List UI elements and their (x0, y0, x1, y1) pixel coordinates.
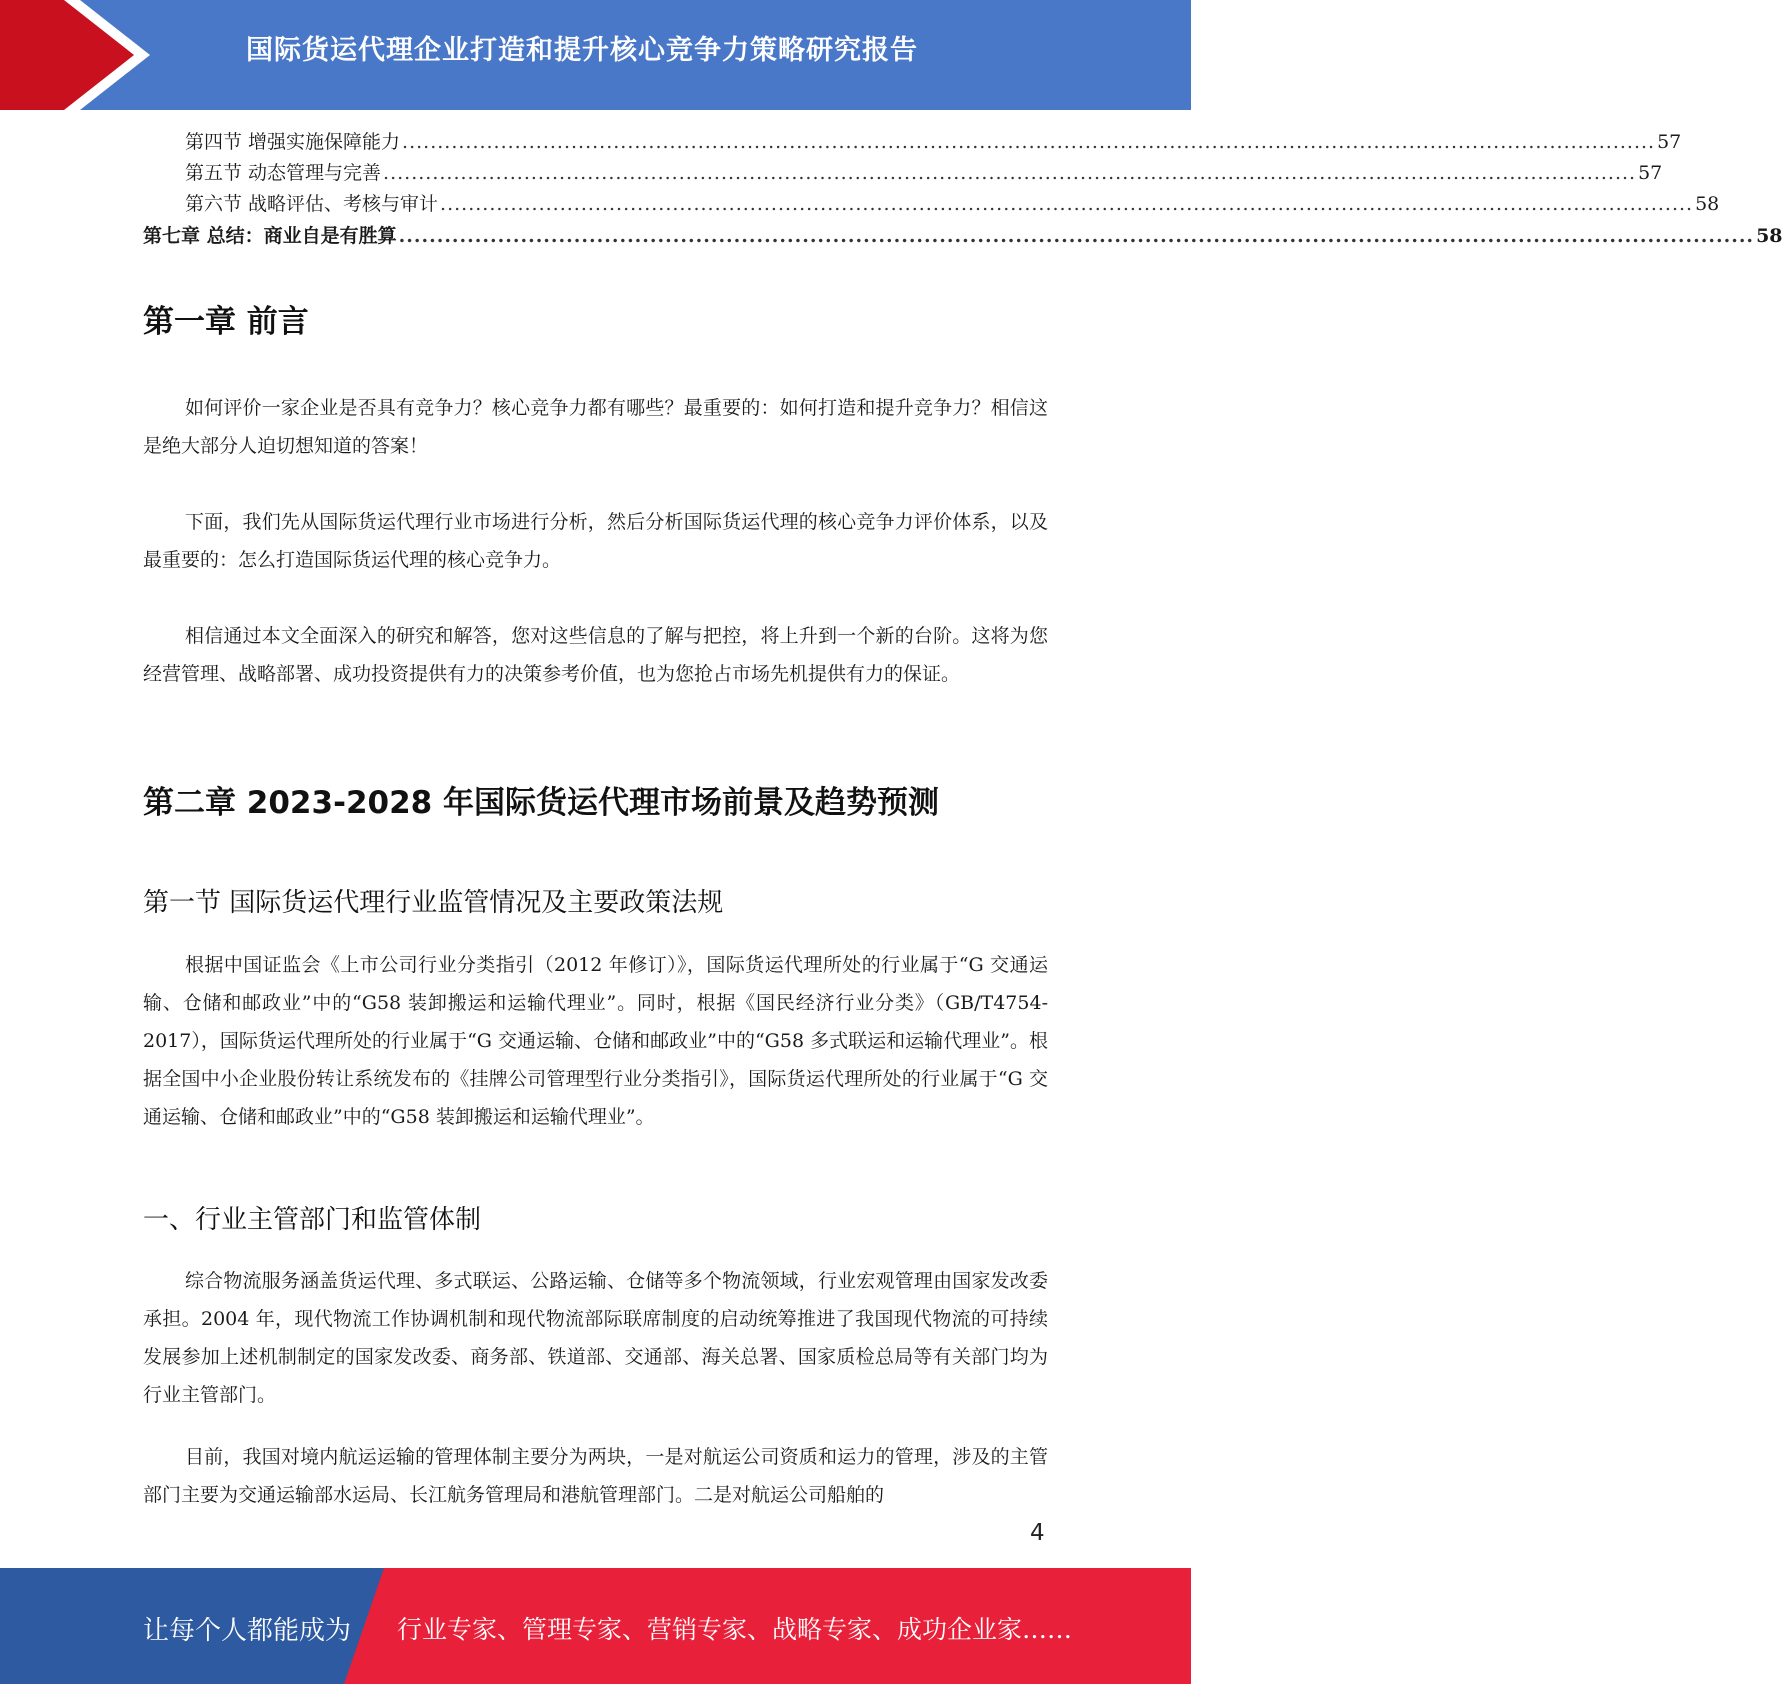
report-header (0, 0, 1191, 110)
toc-entry-page: 57 (1657, 131, 1682, 153)
toc-entry-label: 第六节 战略评估、考核与审计 (185, 193, 439, 215)
section-1-heading: 第一节 国际货运代理行业监管情况及主要政策法规 (143, 888, 724, 918)
chapter-1-paragraph: 下面，我们先从国际货运代理行业市场进行分析，然后分析国际货运代理的核心竞争力评价体系，以及最重要的：怎么打造国际货运代理的核心竞争力。 (143, 511, 1048, 571)
chapter-2-heading: 第二章 2023-2028 年国际货运代理市场前景及趋势预测 (143, 785, 940, 821)
toc-entry[interactable]: 第七章 总结：商业自是有胜算 .................................................................................................................................................................................. 58 (143, 221, 1048, 251)
footer-slogan-right: 行业专家、管理专家、营销专家、战略专家、成功企业家…… (397, 1615, 1073, 1644)
chapter-1-paragraph: 如何评价一家企业是否具有竞争力？核心竞争力都有哪些？最重要的：如何打造和提升竞争力？相信这是绝大部分人迫切想知道的答案！ (143, 397, 1048, 457)
footer-slogan-left: 让每个人都能成为 (143, 1616, 352, 1646)
report-title: 国际货运代理企业打造和提升核心竞争力策略研究报告 (246, 35, 918, 66)
subsection-1-paragraph: 目前，我国对境内航运运输的管理体制主要分为两块，一是对航运公司资质和运力的管理，涉及的主管部门主要为交通运输部水运局、长江航务管理局和港航管理部门。二是对航运公司船舶的 (143, 1446, 1048, 1506)
toc-entry[interactable]: 第四节 增强实施保障能力 .................................................................................................................................................................................. 57 (143, 127, 1048, 157)
toc-entry[interactable]: 第六节 战略评估、考核与审计 .................................................................................................................................................................................. 58 (143, 189, 1048, 219)
toc-entry-label: 第四节 增强实施保障能力 (185, 131, 401, 153)
toc-entry[interactable]: 第五节 动态管理与完善 .................................................................................................................................................................................. 57 (143, 158, 1048, 188)
subsection-1-paragraph: 综合物流服务涵盖货运代理、多式联运、公路运输、仓储等多个物流领域，行业宏观管理由国家发改委承担。2004 年，现代物流工作协调机制和现代物流部际联席制度的启动统筹推进了我国现代物流的可持续发展参加上述机制制定的国家发改委、商务部、铁道部、交通部、海关总署、国家质检总局等有关部门均为行业主管部门。 (143, 1270, 1048, 1406)
subsection-1-heading: 一、行业主管部门和监管体制 (143, 1205, 482, 1235)
toc-entry-page: 58 (1695, 193, 1720, 215)
toc-entry-page: 58 (1756, 225, 1783, 247)
toc-entry-label: 第七章 总结：商业自是有胜算 (143, 225, 397, 247)
toc-entry-label: 第五节 动态管理与完善 (185, 162, 382, 184)
toc-entry-page: 57 (1638, 162, 1663, 184)
page-number: 4 (1030, 1520, 1045, 1546)
section-1-paragraph: 根据中国证监会《上市公司行业分类指引（2012 年修订）》，国际货运代理所处的行业属于“G 交通运输、仓储和邮政业”中的“G58 装卸搬运和运输代理业”。同时，根据《国民经济行业分类》（GB/T4754-2017），国际货运代理所处的行业属于“G 交通运输、仓储和邮政业”中的“G58 多式联运和运输代理业”。根据全国中小企业股份转让系统发布的《挂牌公司管理型行业分类指引》，国际货运代理所处的行业属于“G 交通运输、仓储和邮政业”中的“G58 装卸搬运和运输代理业”。 (143, 954, 1048, 1128)
chapter-1-paragraph: 相信通过本文全面深入的研究和解答，您对这些信息的了解与把控，将上升到一个新的台阶。这将为您经营管理、战略部署、成功投资提供有力的决策参考价值，也为您抢占市场先机提供有力的保证。 (143, 625, 1048, 685)
chapter-1-heading: 第一章 前言 (143, 304, 309, 340)
report-footer (0, 1568, 1191, 1684)
